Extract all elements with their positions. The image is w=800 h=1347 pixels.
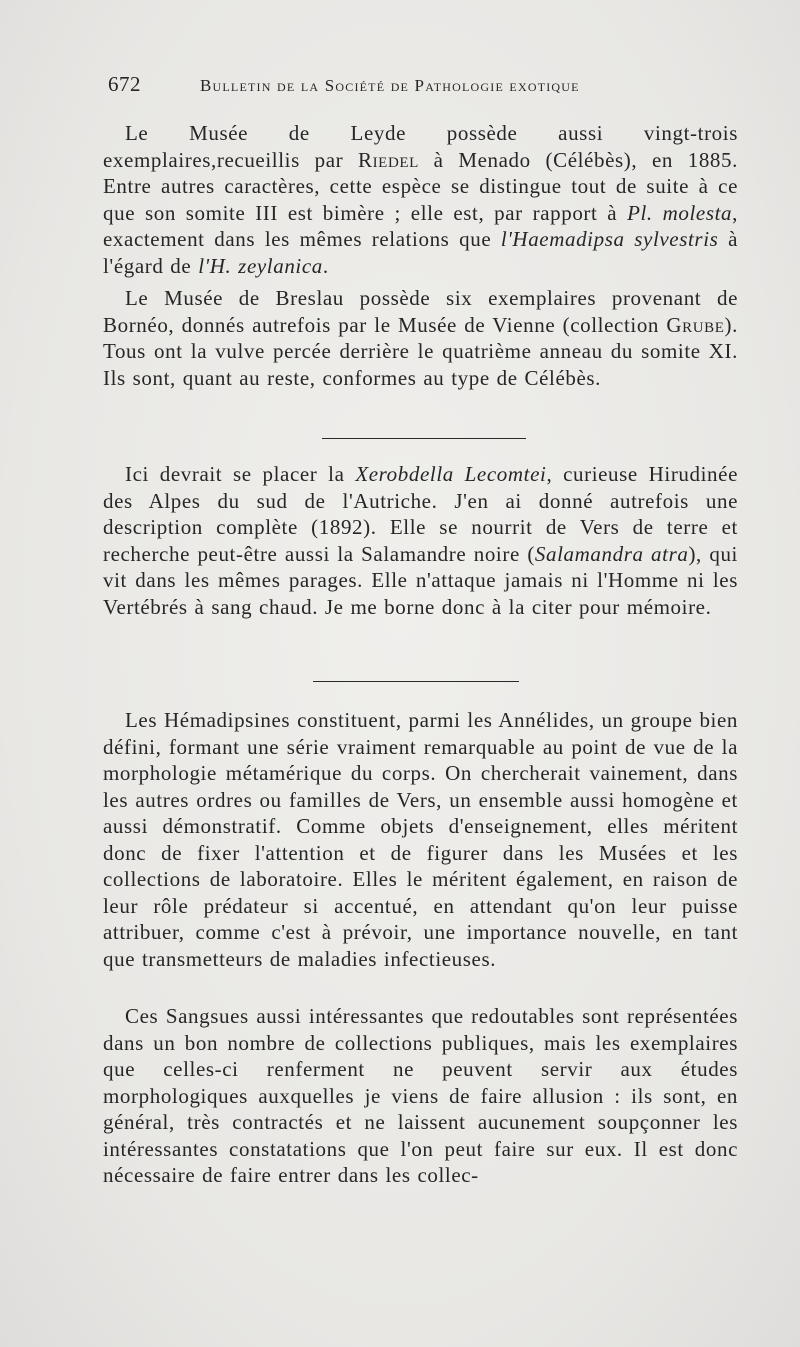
section-divider: [313, 681, 519, 682]
species-name: Salamandra atra: [534, 541, 689, 566]
text-segment: , exactement dans les mêmes relations que: [103, 200, 738, 251]
species-name: l'Haemadipsa sylvestris: [500, 227, 719, 251]
text-segment: , curieuse Hirudinée des Alpes du sud de l'Autriche. J'en ai donné autrefois une description complète (1892). Elle se nourrit de Vers de terre et recherche peut-être aussi la Salamandre noire (: [103, 462, 738, 566]
species-name: l'H. zeylanica: [198, 253, 323, 278]
paragraph-breslau-museum: [103, 285, 738, 391]
author-name: Riedel: [357, 147, 419, 172]
text-segment: ), qui vit dans les mêmes parages. Elle n'attaque jamais ni l'Homme ni les Vertébrés à sang chaud. Je me borne donc à la citer pour mémoire.: [103, 541, 738, 619]
text-segment: Ici devrait se placer la: [125, 462, 356, 486]
species-name: Xerobdella Lecomtei: [355, 462, 547, 486]
species-name: Pl. molesta: [627, 200, 733, 225]
text-segment: .: [322, 253, 329, 278]
text-segment: Le Musée de Leyde possède aussi vingt-trois exemplaires,recueillis par: [103, 121, 738, 172]
paragraph-sangsues-collections: Ces Sangsues aussi intéressantes que redoutables sont représentées dans un bon nombre de collections publiques, mais les exemplaires que celles-ci renferment ne peuvent servir aux études morphologiques auxquelles je viens de faire allusion : ils sont, en général, très contractés et ne laissent aucunement soupçonner les intéressantes constatations que l'on peut faire sur eux. Il est donc nécessaire de faire entrer dans les collec-: [103, 1004, 738, 1187]
text-segment: Le Musée de Breslau possède six exemplaires provenant de Bornéo, donnés autrefois par le Musée de Vienne (collection: [103, 286, 738, 337]
paragraph-hemadipsines: Les Hémadipsines constituent, parmi les Annélides, un groupe bien défini, formant une série vraiment remarquable au point de vue de la morphologie métamérique du corps. On chercherait vainement, dans les autres ordres ou familles de Vers, un ensemble aussi homogène et aussi démonstratif. Comme objets d'enseignement, elles méritent donc de fixer l'attention et de figurer dans les Musées et les collections de laboratoire. Elles le méritent également, en raison de leur rôle prédateur si accentué, en attendant qu'on leur puisse attribuer, comme c'est à prévoir, une importance nouvelle, en tant que transmetteurs de maladies infectieuses.: [103, 708, 738, 971]
running-title: Bulletin de la Société de Pathologie exotique: [200, 76, 580, 95]
author-name: Grube: [666, 312, 725, 337]
text-segment: à l'égard de: [103, 227, 738, 278]
text-segment: à Menado (Célébès), en 1885. Entre autres caractères, cette espèce se distingue tout de suite à ce que son somite III est bimère ; elle est, par rapport à: [103, 147, 738, 225]
paragraph-xerobdella: [103, 461, 738, 620]
page-header: [108, 72, 708, 102]
text-segment: ). Tous ont la vulve percée derrière le quatrième anneau du somite XI. Ils sont, quant au reste, conformes au type de Célébès.: [103, 312, 738, 390]
page-number: 672: [108, 72, 141, 96]
paragraph-leyde-museum: [103, 120, 738, 279]
section-divider: [322, 438, 526, 439]
